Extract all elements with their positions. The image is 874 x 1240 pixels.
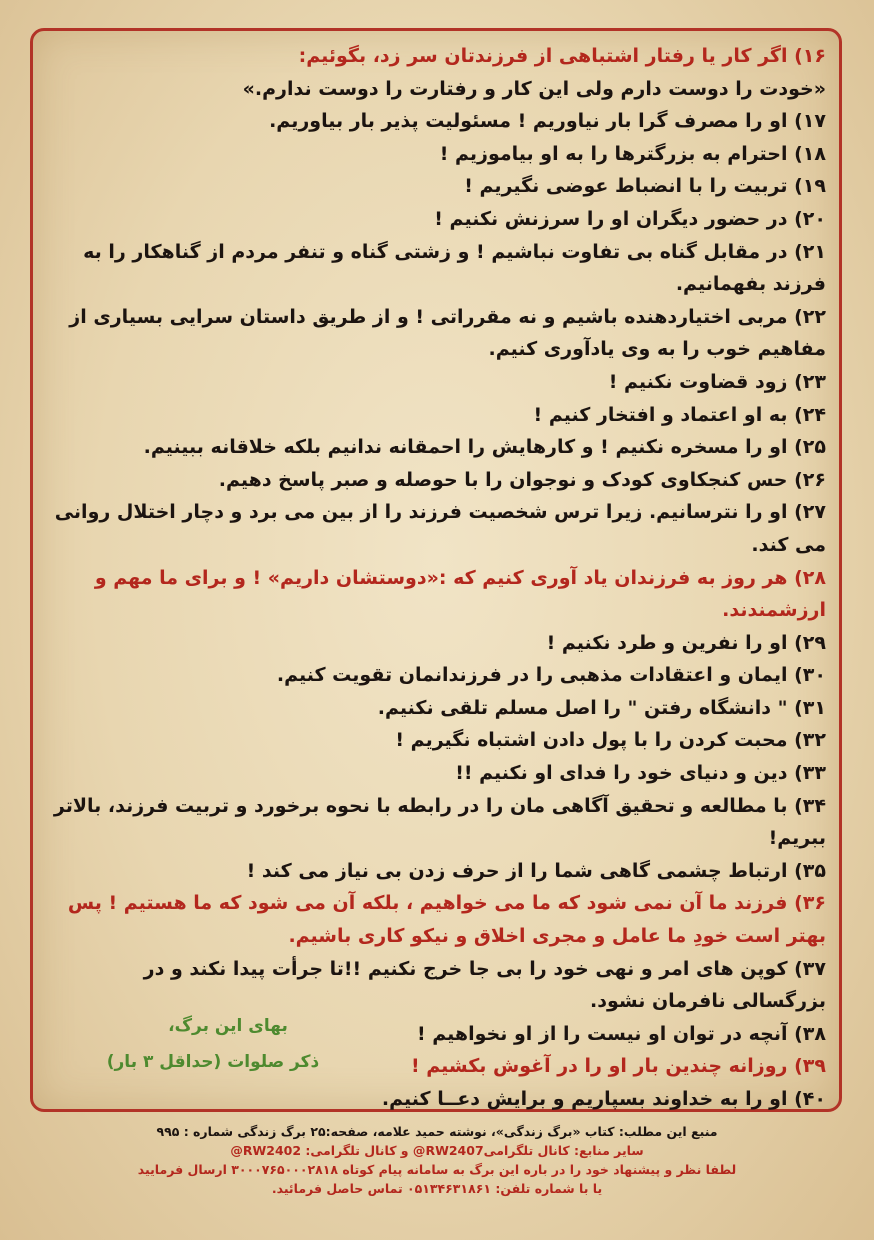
footer-source: منبع این مطلب: کتاب «برگ زندگی»، نوشته حمید علامه، صفحه:۲۵ برگ زندگی شماره : ۹۹۵ [156,1124,718,1139]
list-item: ۳۰) ایمان و اعتقادات مذهبی را در فرزندانمان تقویت کنیم. [276,664,826,687]
list-item: ۳۷) کوپن های امر و نهی خود را بی جا خرج نکنیم !!تا جرأت پیدا نکند و در بزرگسالی نافرمان نشود. [143,957,826,1013]
list-item: «خودت را دوست دارم ولی این کار و رفتارت را دوست ندارم.» [242,77,826,100]
list-item: ۲۴) به او اعتماد و افتخار کنیم ! [533,403,826,426]
list-item: ۱۷) او را مصرف گرا بار نیاوریم ! مسئولیت پذیر بار بیاوریم. [269,110,826,133]
advice-list [48,40,826,1110]
list-item: ۲۷) او را نترسانیم. زیرا ترس شخصیت فرزند را از بین می برد و دچار اختلال روانی می کند. [54,501,826,556]
list-item: ۱۶) اگر کار یا رفتار اشتباهی از فرزندتان سر زد، بگوئیم: [298,45,826,67]
list-item: ۳۹) روزانه چندین بار او را در آغوش بکشیم ! [410,1055,826,1078]
list-item: ۳۲) محبت کردن را با پول دادن اشتباه نگیریم ! [395,729,826,752]
list-item: ۲۵) او را مسخره نکنیم ! و کارهایش را احمقانه ندانیم بلکه خلاقانه ببینیم. [143,436,826,459]
blessing-line-1: بهای این برگ، [168,1016,288,1036]
list-item: ۳۸) آنچه در توان او نیست را از او نخواهیم ! [417,1022,826,1045]
list-item: ۲۹) او را نفرین و طرد نکنیم ! [546,631,826,654]
list-item: ۲۶) حس کنجکاوی کودک و نوجوان را با حوصله و صبر پاسخ دهیم. [218,468,826,491]
list-item: ۱۸) احترام به بزرگترها را به او بیاموزیم ! [439,142,826,165]
list-item: ۳۱) " دانشگاه رفتن " را اصل مسلم تلقی نکنیم. [377,696,826,719]
footer-phone: یا با شماره تلفن: ۰۵۱۳۴۶۳۱۸۶۱ تماس حاصل فرمائید. [271,1181,603,1196]
footer-feedback: لطفا نظر و پیشنهاد خود را در باره این برگ به سامانه پیام کوتاه ۳۰۰۰۷۶۵۰۰۰۲۸۱۸ ارسال فرمایید [137,1162,737,1177]
list-item: ۳۵) ارتباط چشمی گاهی شما را از حرف زدن بی نیاز می کند ! [246,859,826,882]
list-item: ۲۸) هر روز به فرزندان یاد آوری کنیم که :«دوستشان داریم» ! و برای ما مهم و ارزشمندند. [94,566,826,622]
list-item: ۱۹) تربیت را با انضباط عوضی نگیریم ! [464,175,826,198]
list-item: ۳۴) با مطالعه و تحقیق آگاهی مان را در رابطه با نحوه برخورد و تربیت فرزند، بالاتر ببریم! [53,794,826,850]
list-item: ۲۳) زود قضاوت نکنیم ! [608,370,826,393]
list-item: ۳۶) فرزند ما آن نمی شود که ما می خواهیم ، بلکه آن می شود که ما هستیم ! پس بهتر است خودِ ما عامل و مجری اخلاق و نیکو کاری باشیم. [67,892,826,948]
list-item: ۲۰) در حضور دیگران او را سرزنش نکنیم ! [434,207,826,230]
list-item: ۳۳) دین و دنیای خود را فدای او نکنیم !! [455,762,826,785]
list-item: ۲۱) در مقابل گناه بی تفاوت نباشیم ! و زشتی گناه و تنفر مردم از گناهکار را به فرزند بفهمانیم. [83,240,826,296]
list-item: ۴۰) او را به خداوند بسپاریم و برایش دعــا کنیم. [381,1088,826,1110]
footer-other-sources: سایر منابع: کانال تلگرامیRW2407@ و کانال تلگرامی: RW2402@ [230,1143,644,1158]
list-item: ۲۲) مربی اختیاردهنده باشیم و نه مقرراتی ! و از طریق داستان سرایی بسیاری از مفاهیم خوب را به وی یادآوری کنیم. [69,305,826,361]
footer [40,1122,834,1198]
blessing-line-2: ذکر صلوات (حداقل ۳ بار) [106,1052,320,1072]
